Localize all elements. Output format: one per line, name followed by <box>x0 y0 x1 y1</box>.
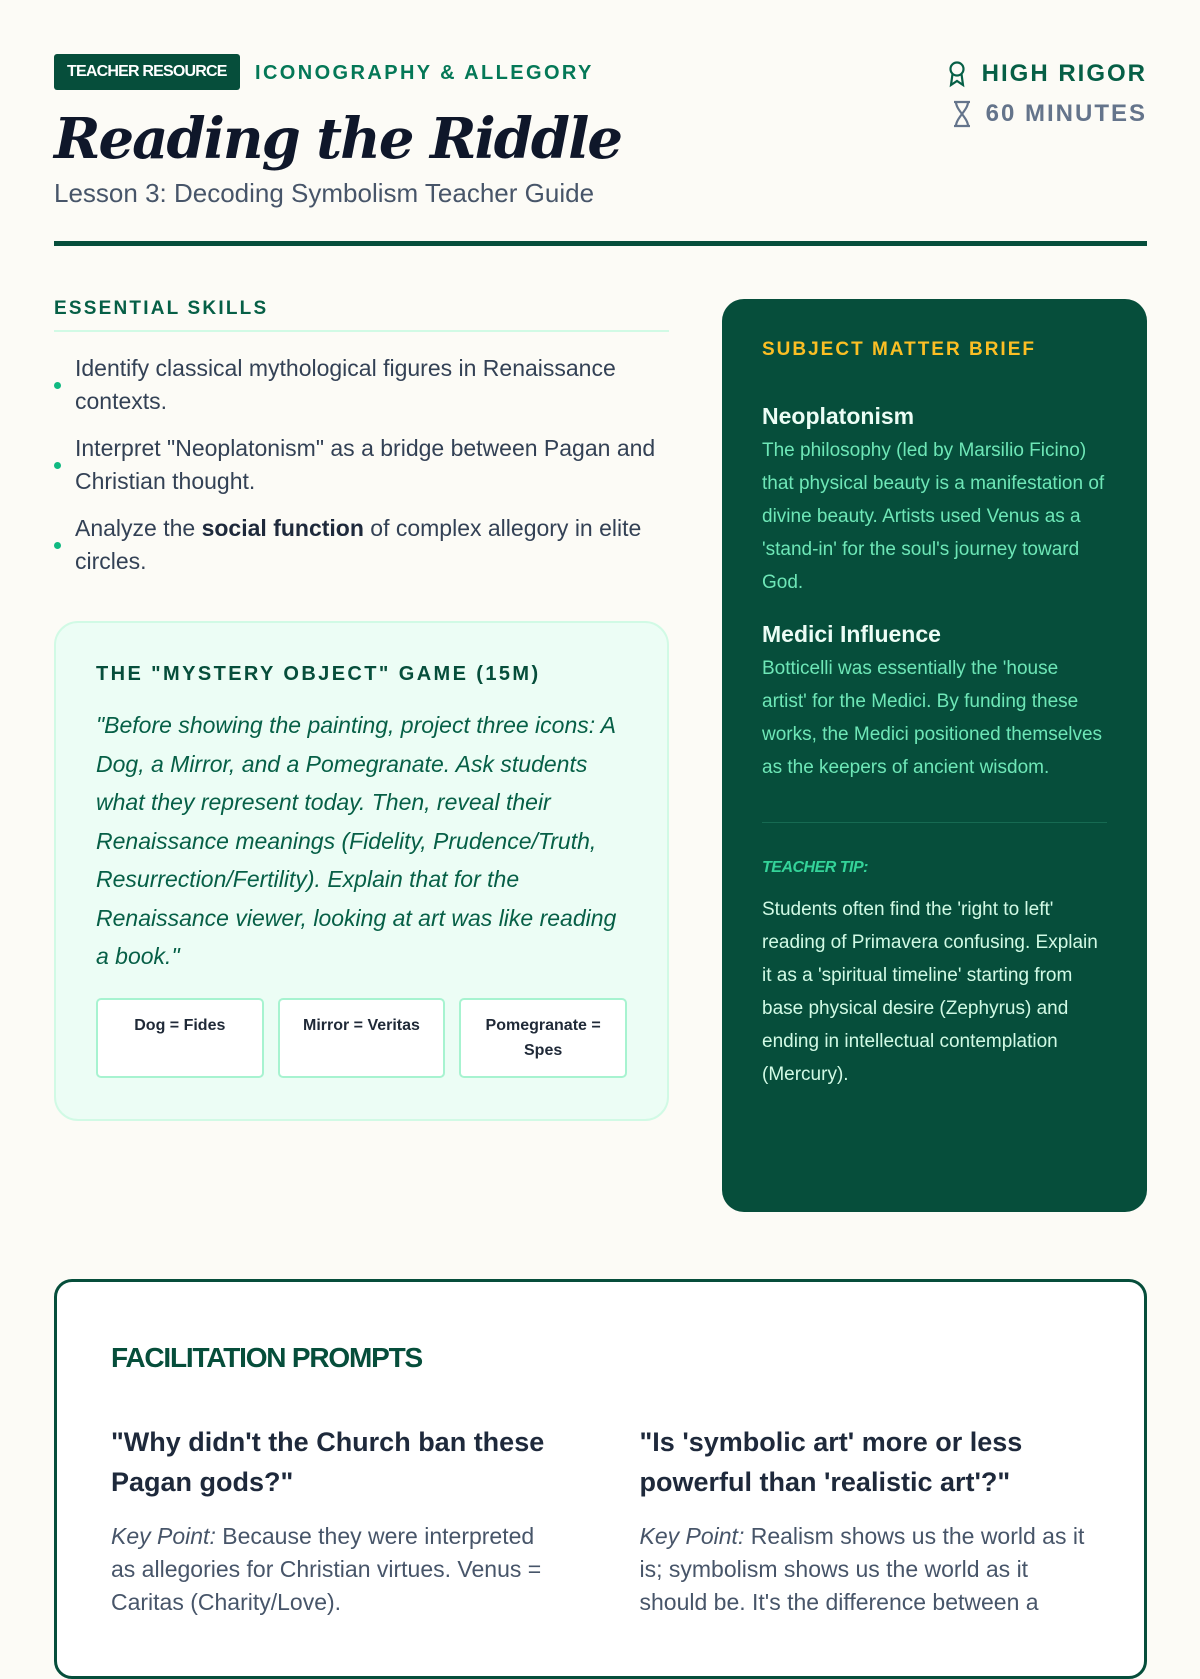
award-icon <box>946 60 968 88</box>
key-point-label: Key Point: <box>111 1523 216 1549</box>
symbol-pills <box>96 998 627 1078</box>
card-heading: THE "MYSTERY OBJECT" GAME (15M) <box>96 663 541 685</box>
skill-text: Identify classical mythological figures in Renaissance contexts. <box>75 355 616 414</box>
bullet-icon <box>54 382 61 389</box>
page-subtitle: Lesson 3: Decoding Symbolism Teacher Guide <box>54 178 595 208</box>
divider <box>762 822 1107 823</box>
skill-text <box>75 512 669 578</box>
prompt-item <box>640 1422 1091 1619</box>
subject-matter-brief <box>722 299 1147 1212</box>
prompt-question: "Why didn't the Church ban these Pagan gods?" <box>111 1427 545 1497</box>
rigor-label: HIGH RIGOR <box>981 60 1147 87</box>
teacher-tip-label: TEACHER TIP: <box>762 859 868 876</box>
list-item <box>54 512 669 578</box>
mystery-object-card <box>54 621 669 1121</box>
page-title: Reading the Riddle <box>54 106 621 172</box>
teacher-tip-text: Students often find the 'right to left' reading of Primavera confusing. Explain it as a 'spiritual timeline' starting from base physical desire (Zephyrus) and ending in intellectual contemplation (Mercury). <box>762 899 1098 1085</box>
facilitation-prompts-card <box>54 1279 1147 1679</box>
bullet-icon <box>54 462 61 469</box>
skill-text-post: of complex allegory in elite circles. <box>75 515 642 574</box>
skill-emphasis: social function <box>201 515 364 541</box>
bullet-icon <box>54 542 61 549</box>
prompt-columns <box>111 1422 1090 1619</box>
topic-title: Neoplatonism <box>762 403 915 429</box>
prompt-question: "Is 'symbolic art' more or less powerful than 'realistic art'?" <box>639 1427 1023 1497</box>
activity-quote: "Before showing the painting, project three icons: A Dog, a Mirror, and a Pomegranate. Ask students what they represent today. Then, reveal their Renaissance meanings (Fidelity, Prudence/Truth, Resurrection/Fertility). Explain that for the Renaissance viewer, looking at art was like reading a book." <box>96 712 617 969</box>
key-point-text: Because they were interpreted as allegories for Christian virtues. Venus = Caritas (Charity/Love). <box>111 1523 542 1615</box>
topic-body: Botticelli was essentially the 'house artist' for the Medici. By funding these works, the Medici positioned themselves as the keepers of ancient wisdom. <box>762 658 1103 778</box>
rigor-row <box>946 54 1147 94</box>
hourglass-icon <box>952 100 972 128</box>
symbol-pill-mirror: Mirror = Veritas <box>278 998 446 1078</box>
topic-body: The philosophy (led by Marsilio Ficino) that physical beauty is a manifestation of divine beauty. Artists used Venus as a 'stand-in' for the soul's journey toward God. <box>762 440 1105 593</box>
prompt-answer <box>640 1520 1091 1619</box>
prompt-answer <box>111 1520 562 1619</box>
duration-row <box>946 94 1147 134</box>
symbol-pill-pomegranate: Pomegranate = Spes <box>459 998 627 1078</box>
duration-label: 60 MINUTES <box>985 100 1147 127</box>
skill-text-pre: Analyze the <box>75 515 202 541</box>
lesson-meta <box>946 54 1147 134</box>
list-item <box>54 432 669 498</box>
brief-heading: SUBJECT MATTER BRIEF <box>762 339 1036 360</box>
key-point-label: Key Point: <box>639 1523 745 1549</box>
category-label: ICONOGRAPHY & ALLEGORY <box>255 62 594 84</box>
section-heading: ESSENTIAL SKILLS <box>54 298 669 332</box>
key-point-text: Realism shows us the world as it is; symbolism shows us the world as it should be. It's the difference between a <box>639 1523 1085 1615</box>
prompt-item <box>111 1422 562 1619</box>
card-heading: FACILITATION PROMPTS <box>111 1342 422 1373</box>
list-item <box>54 352 669 418</box>
skills-list <box>54 352 669 578</box>
teacher-resource-badge: TEACHER RESOURCE <box>54 54 240 90</box>
topic-title: Medici Influence <box>762 621 941 647</box>
essential-skills-section <box>54 298 669 592</box>
skill-text: Interpret "Neoplatonism" as a bridge between Pagan and Christian thought. <box>75 435 656 494</box>
symbol-pill-dog: Dog = Fides <box>96 998 264 1078</box>
header <box>54 54 1147 246</box>
